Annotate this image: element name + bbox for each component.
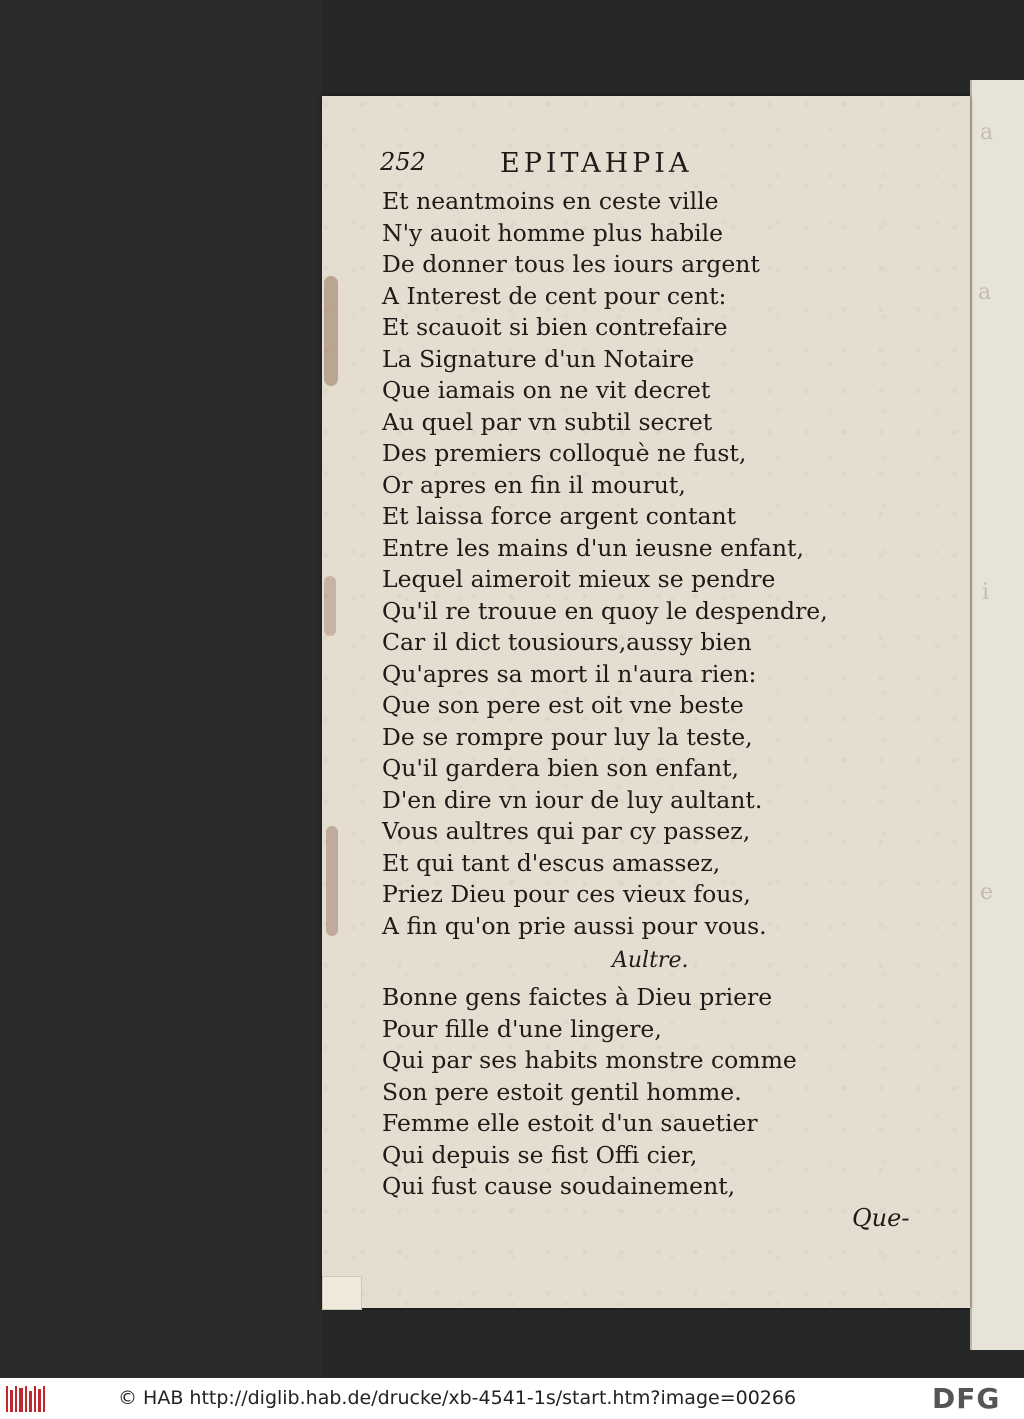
barcode-icon [6, 1384, 46, 1414]
scan-background [0, 0, 322, 1378]
verse-line: La Signature d'un Notaire [382, 344, 695, 373]
verse-line: Et qui tant d'escus amassez, [382, 848, 721, 877]
verse-line: Au quel par vn subtil secret [382, 407, 713, 436]
verse-line: A fin qu'on prie aussi pour vous. [382, 911, 767, 940]
verse-line: Lequel aimeroit mieux se pendre [382, 565, 776, 593]
verse-line: Qui par ses habits monstre comme [382, 1046, 797, 1074]
verse-line: Que son pere est oit vne beste [382, 691, 744, 719]
page-stain [324, 276, 338, 386]
facing-page-edge: a a i e [970, 80, 1024, 1350]
section-subheading: Aultre. [612, 948, 689, 973]
verse-line: Bonne gens faictes à Dieu priere [382, 983, 773, 1011]
verse-line: De donner tous les iours argent [382, 250, 760, 278]
verse-line: Qui fust cause soudainement, [382, 1172, 736, 1200]
verse-line: Son pere estoit gentil homme. [382, 1077, 742, 1106]
verse-line: Priez Dieu pour ces vieux fous, [382, 880, 751, 908]
verse-line: D'en dire vn iour de luy aultant. [382, 785, 763, 814]
verse-line: Car il dict tousiours,aussy bien [382, 628, 752, 656]
verse-line: N'y auoit homme plus habile [382, 218, 724, 247]
verse-line: De se rompre pour luy la teste, [382, 722, 753, 751]
verse-line: Vous aultres qui par cy passez, [382, 817, 751, 845]
verse-line: Femme elle estoit d'un sauetier [382, 1109, 758, 1137]
verse-line: Qu'apres sa mort il n'aura rien: [382, 659, 757, 688]
verse-line: Qu'il gardera bien son enfant, [382, 754, 739, 782]
page-number: 252 [380, 148, 426, 176]
page-stain [324, 576, 336, 636]
page-stain [326, 826, 338, 936]
verse-line: Et neantmoins en ceste ville [382, 187, 719, 215]
dfg-logo: DFG [932, 1382, 1001, 1415]
verse-line: Qu'il re trouue en quoy le despendre, [382, 596, 828, 625]
verse-line: Et scauoit si bien contrefaire [382, 313, 728, 341]
verse-line: Qui depuis se fist Offi cier, [382, 1140, 698, 1169]
running-head: EPITAHPIA [500, 148, 693, 179]
verse-line: Des premiers colloquè ne fust, [382, 439, 747, 467]
verse-line: A Interest de cent pour cent: [382, 281, 727, 310]
verse-line: Que iamais on ne vit decret [382, 376, 711, 404]
verse-line: Et laissa force argent contant [382, 502, 737, 530]
page-header [380, 148, 800, 182]
copyright-link[interactable]: © HAB http://diglib.hab.de/drucke/xb-4541-1s/start.htm?image=00266 [118, 1387, 797, 1409]
verse-block [382, 186, 828, 942]
catchword: Que- [852, 1204, 910, 1232]
verse-block-second [382, 982, 822, 1203]
verse-line: Entre les mains d'un ieusne enfant, [382, 533, 804, 562]
verse-line: Pour fille d'une lingere, [382, 1014, 662, 1043]
page-corner-tab [322, 1276, 362, 1310]
viewer-footer [0, 1378, 1024, 1419]
verse-line: Or apres en fin il mourut, [382, 470, 686, 499]
book-page [322, 96, 970, 1308]
